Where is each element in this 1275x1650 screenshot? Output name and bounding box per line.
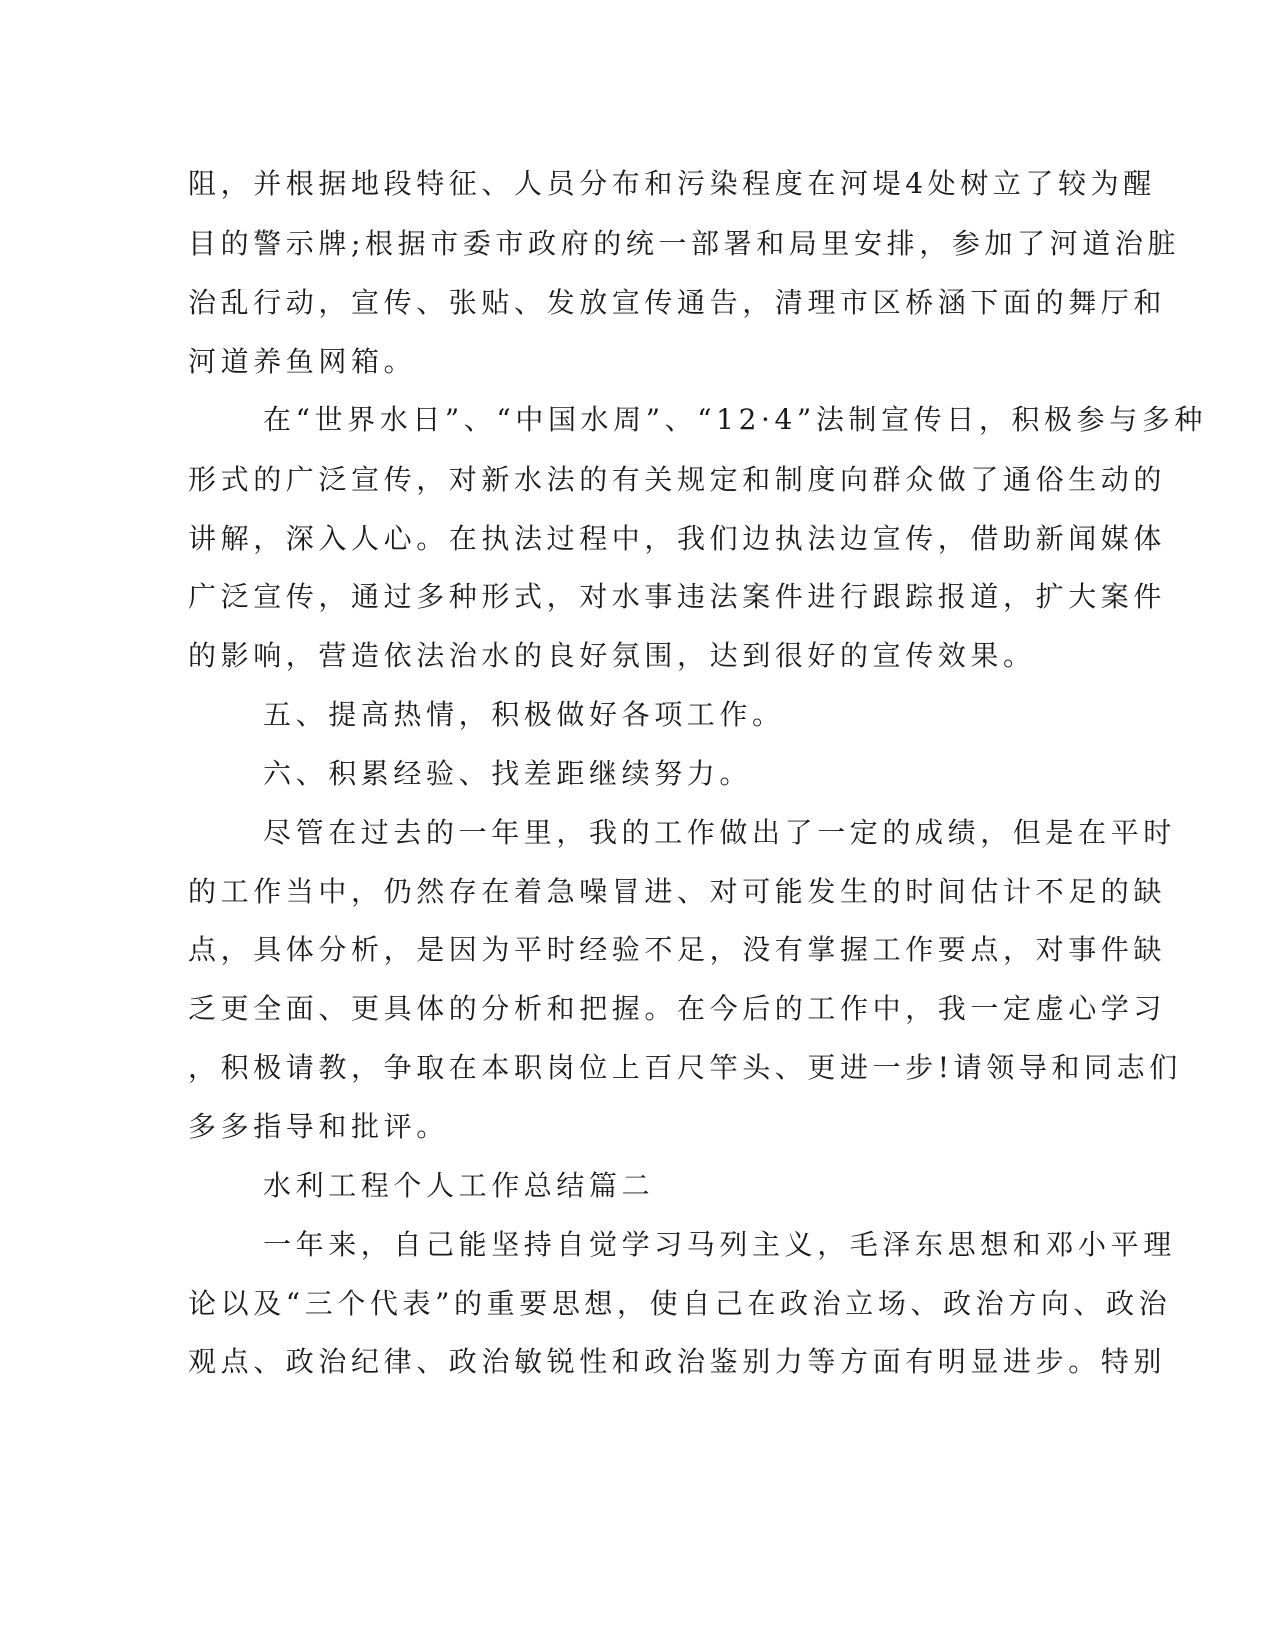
text-line: 的影响，营造依法治水的良好氛围，达到很好的宣传效果。 [188, 639, 1036, 672]
text-line: 乏更全面、更具体的分析和把握。在今后的工作中，我一定虚心学习 [188, 992, 1167, 1025]
text-line: ，积极请教，争取在本职岗位上百尺竿头、更进一步!请领导和同志们 [188, 1051, 1182, 1084]
text-line: 的工作当中，仍然存在着急噪冒进、对可能发生的时间估计不足的缺 [188, 875, 1167, 908]
paragraph-first-line: 一年来，自己能坚持自觉学习马列主义，毛泽东思想和邓小平理 [263, 1228, 1176, 1261]
paragraph-first-line: 尽管在过去的一年里，我的工作做出了一定的成绩，但是在平时 [263, 816, 1176, 849]
text-line: 形式的广泛宣传，对新水法的有关规定和制度向群众做了通俗生动的 [188, 463, 1167, 496]
paragraph-first-line: 在“世界水日”、“中国水周”、“12·4”法制宣传日，积极参与多种 [263, 403, 1208, 436]
section-heading: 五、提高热情，积极做好各项工作。 [263, 698, 785, 731]
section-heading: 六、积累经验、找差距继续努力。 [263, 757, 753, 790]
text-line: 阻，并根据地段特征、人员分布和污染程度在河堤4处树立了较为醒 [188, 167, 1156, 200]
text-line: 河道养鱼网箱。 [188, 345, 417, 378]
text-line: 目的警示牌;根据市委市政府的统一部署和局里安排，参加了河道治脏 [188, 227, 1181, 260]
text-line: 点，具体分析，是因为平时经验不足，没有掌握工作要点，对事件缺 [188, 933, 1167, 966]
article-title: 水利工程个人工作总结篇二 [263, 1169, 655, 1202]
text-line: 治乱行动，宣传、张贴、发放宣传通告，清理市区桥涵下面的舞厅和 [188, 286, 1167, 319]
text-line: 广泛宣传，通过多种形式，对水事违法案件进行跟踪报道，扩大案件 [188, 580, 1167, 613]
text-line: 观点、政治纪律、政治敏锐性和政治鉴别力等方面有明显进步。特别 [188, 1345, 1167, 1378]
text-line: 多多指导和批评。 [188, 1110, 449, 1143]
text-line: 论以及“三个代表”的重要思想，使自己在政治立场、政治方向、政治 [188, 1287, 1172, 1320]
text-line: 讲解，深入人心。在执法过程中，我们边执法边宣传，借助新闻媒体 [188, 522, 1167, 555]
